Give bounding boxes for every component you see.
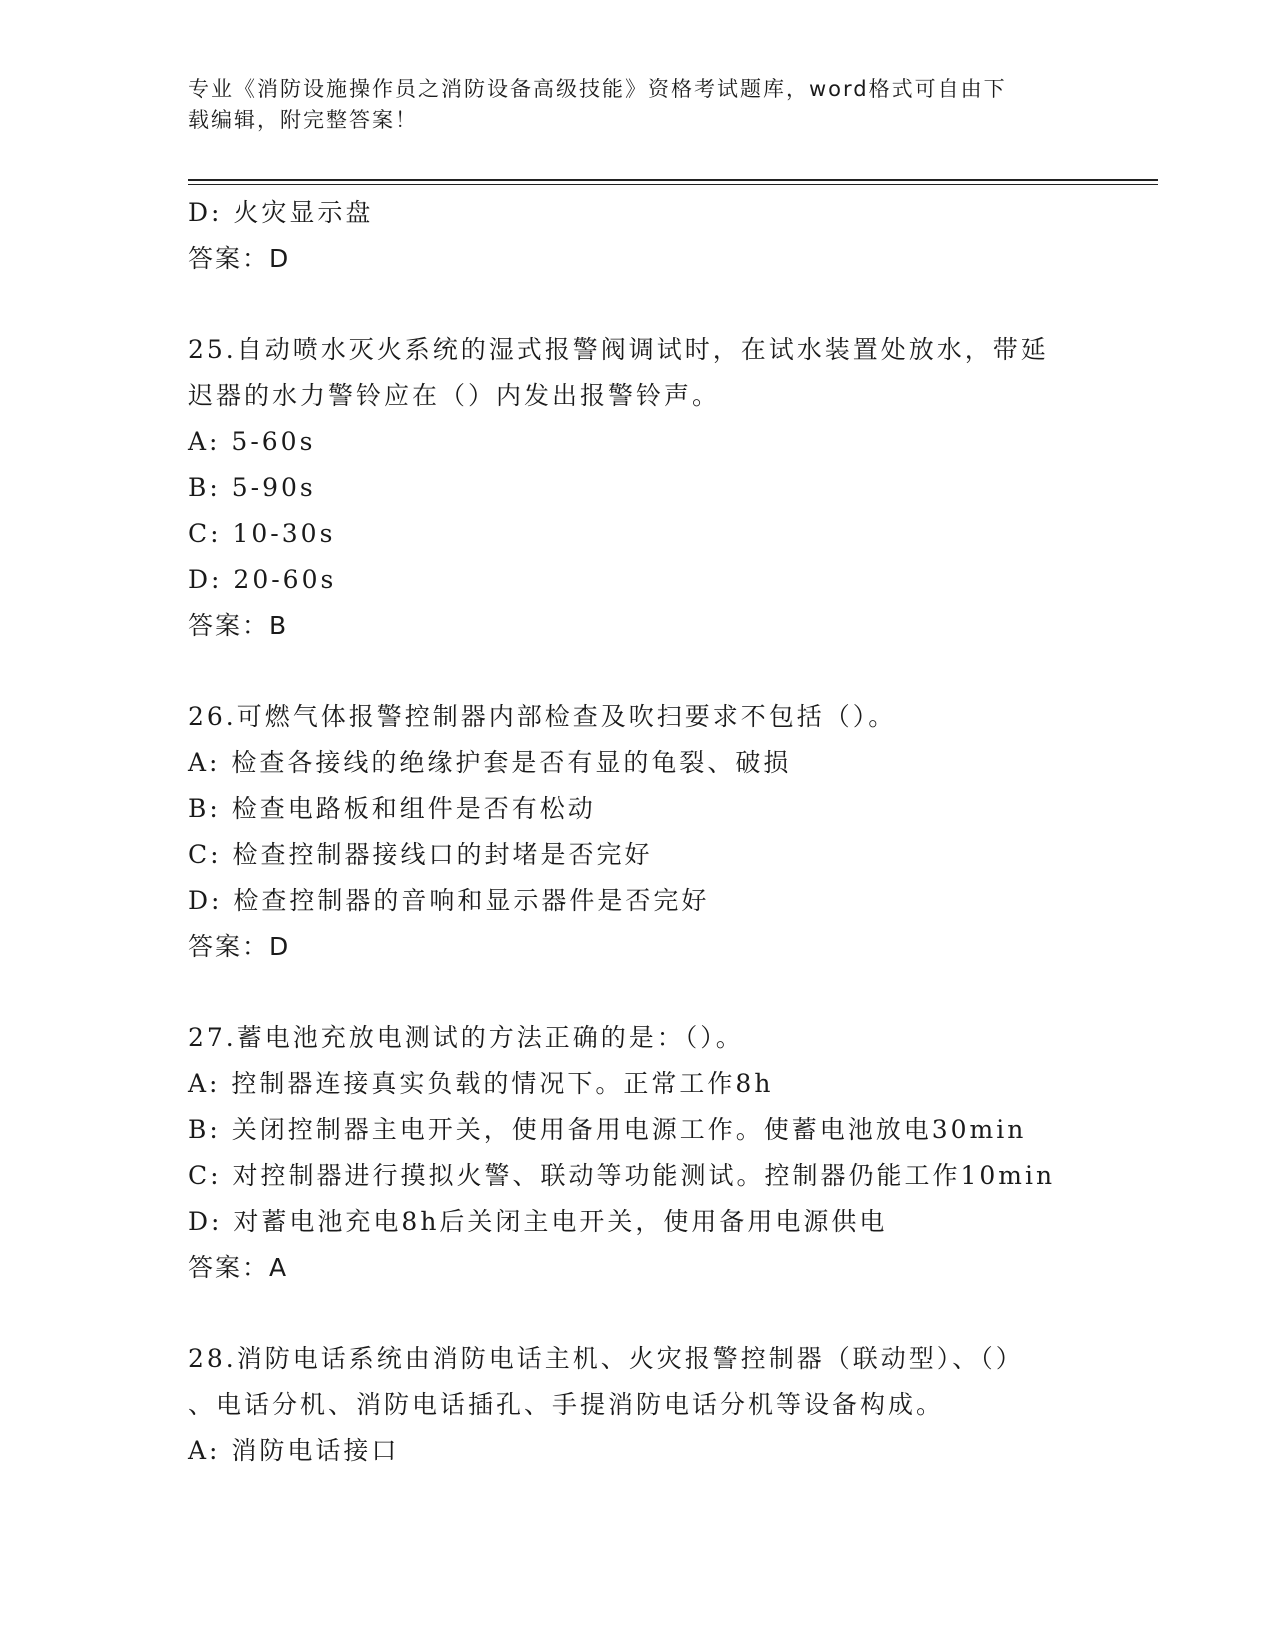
answer-line: 答案：D [188, 932, 291, 961]
document-header [188, 74, 1088, 136]
header-line: 专业《消防设施操作员之消防设备高级技能》资格考试题库，word格式可自由下 [188, 77, 1007, 101]
option-b: B: 检查电路板和组件是否有松动 [188, 794, 596, 823]
option-d: D: 检查控制器的音响和显示器件是否完好 [188, 886, 710, 915]
question-28 [188, 1336, 1108, 1474]
question-stem: 28.消防电话系统由消防电话主机、火灾报警控制器（联动型）、（） [188, 1344, 1024, 1373]
option-a: A: 5-60s [188, 427, 316, 456]
spacer [188, 649, 1108, 694]
header-divider-thick [188, 179, 1158, 181]
option-c: C: 10-30s [188, 519, 336, 548]
spacer [188, 1291, 1108, 1336]
option-a: A: 检查各接线的绝缘护套是否有显的龟裂、破损 [188, 748, 792, 777]
option-c: C: 对控制器进行摸拟火警、联动等功能测试。控制器仍能工作10min [188, 1161, 1056, 1190]
question-list [188, 190, 1108, 1474]
option-b: B: 5-90s [188, 473, 316, 502]
spacer [188, 970, 1108, 1015]
question-25 [188, 327, 1108, 649]
option-d: D: 火灾显示盘 [188, 198, 374, 227]
answer-line: 答案：A [188, 1253, 289, 1282]
question-continuation [188, 190, 1108, 282]
question-stem: 25.自动喷水灭火系统的湿式报警阀调试时，在试水装置处放水，带延 [188, 335, 1049, 364]
answer-line: 答案：B [188, 611, 289, 640]
option-b: B: 关闭控制器主电开关，使用备用电源工作。使蓄电池放电30min [188, 1115, 1027, 1144]
answer-line: 答案：D [188, 244, 291, 273]
question-stem: 、电话分机、消防电话插孔、手提消防电话分机等设备构成。 [188, 1390, 945, 1419]
question-27 [188, 1015, 1108, 1291]
header-line: 载编辑，附完整答案！ [188, 108, 418, 132]
header-divider-thin [188, 184, 1158, 185]
question-stem: 迟器的水力警铃应在（）内发出报警铃声。 [188, 381, 721, 410]
option-a: A: 消防电话接口 [188, 1436, 400, 1465]
question-stem: 26.可燃气体报警控制器内部检查及吹扫要求不包括（）。 [188, 702, 897, 731]
spacer [188, 282, 1108, 327]
option-d: D: 20-60s [188, 565, 337, 594]
question-stem: 27.蓄电池充放电测试的方法正确的是：（）。 [188, 1023, 744, 1052]
option-c: C: 检查控制器接线口的封堵是否完好 [188, 840, 653, 869]
question-26 [188, 694, 1108, 970]
option-d: D: 对蓄电池充电8h后关闭主电开关，使用备用电源供电 [188, 1207, 888, 1236]
option-a: A: 控制器连接真实负载的情况下。正常工作8h [188, 1069, 774, 1098]
